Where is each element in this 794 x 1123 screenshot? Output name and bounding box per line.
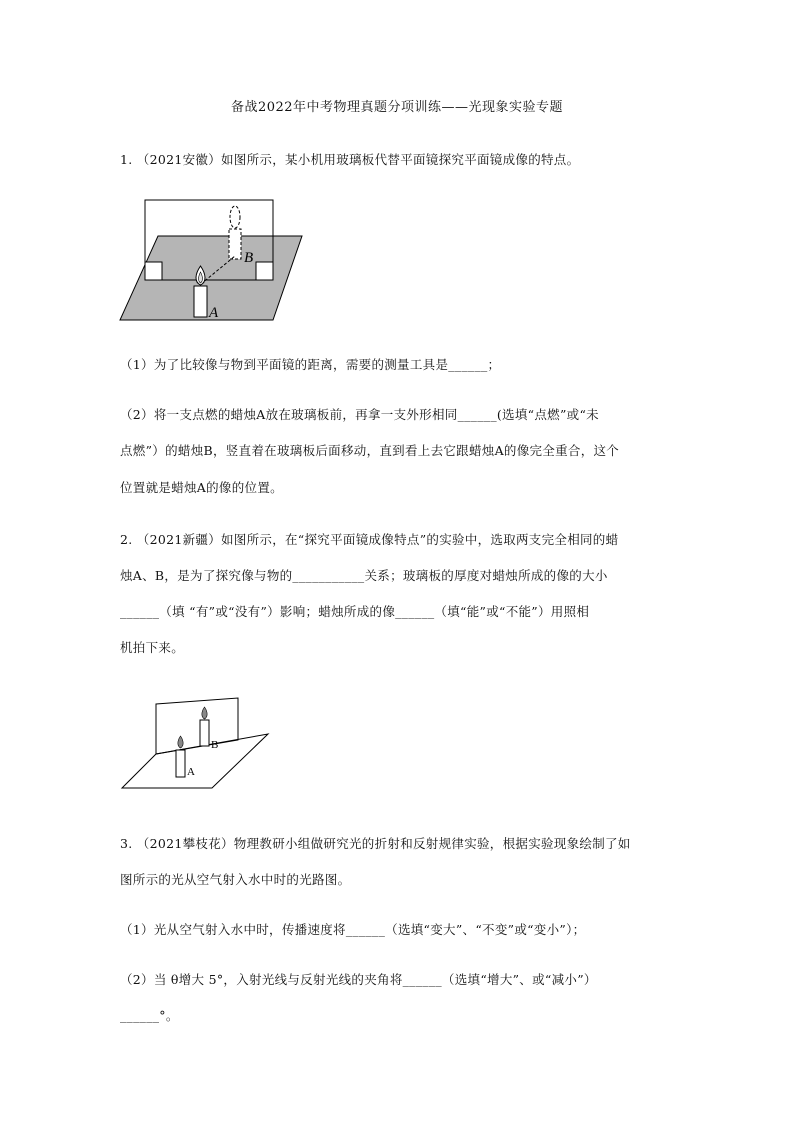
q1-figure: [118, 196, 308, 326]
q1-candle-b: [229, 229, 241, 259]
q2-figure: [120, 696, 270, 792]
q2-line1: 2. （2021新疆）如图所示，在“探究平面镜成像特点”的实验中，选取两支完全相同的蜡: [120, 532, 619, 547]
q1-label-b: B: [244, 250, 254, 266]
page-title: 备战2022年中考物理真题分项训练——光现象实验专题: [230, 100, 564, 115]
q2-line2: 烛A、B，是为了探究像与物的___________关系；玻璃板的厚度对蜡烛所成的像的大小: [120, 568, 608, 583]
q3-part2-line1: （2）当 θ增大 5°，入射光线与反射光线的夹角将______（选填“增大”、或“减小”）: [120, 972, 597, 987]
q2-candle-b: [200, 720, 209, 746]
q1-part2-line3: 位置就是蜡烛A的像的位置。: [120, 480, 283, 495]
q3-part2-line2: ______°。: [120, 1008, 179, 1023]
q1-candle-a: [194, 286, 207, 317]
q1-stem: 1. （2021安徽）如图所示，某小机用玻璃板代替平面镜探究平面镜成像的特点。: [120, 152, 580, 167]
q3-part1: （1）光从空气射入水中时，传播速度将______（选填“变大”、“不变”或“变小”）；: [120, 922, 586, 937]
q2-line3: ______（填 “有”或“没有”）影响；蜡烛所成的像______（填“能”或“不能”）用照相: [120, 604, 590, 619]
q1-label-a: A: [209, 305, 219, 321]
q2-label-a: A: [187, 766, 195, 778]
q1-part2-line1: （2）将一支点燃的蜡烛A放在玻璃板前，再拿一支外形相同______(选填“点燃”或“未: [120, 407, 599, 422]
q2-line4: 机拍下来。: [120, 640, 185, 655]
q2-candle-a: [176, 750, 185, 777]
q1-part2-line2: 点燃”）的蜡烛B，竖直着在玻璃板后面移动，直到看上去它跟蜡烛A的像完全重合，这个: [120, 443, 620, 458]
q3-line2: 图所示的光从空气射入水中时的光路图。: [120, 872, 351, 887]
q1-part1: （1）为了比较像与物到平面镜的距离，需要的测量工具是______；: [120, 357, 501, 372]
q2-label-b: B: [211, 739, 219, 751]
q3-line1: 3. （2021攀枝花）物理教研小组做研究光的折射和反射规律实验，根据实验现象绘制了如: [120, 836, 631, 851]
